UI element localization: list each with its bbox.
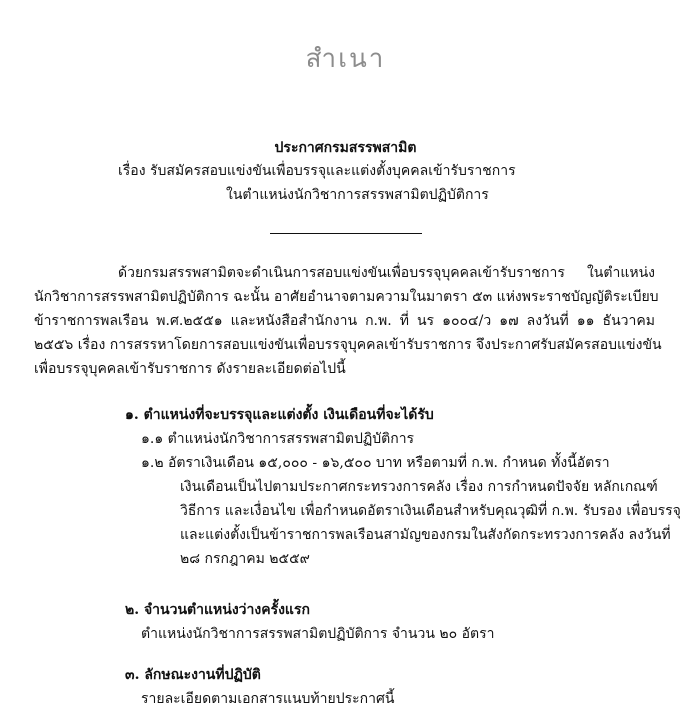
section-body: ตำแหน่งนักวิชาการสรรพสามิตปฏิบัติการ จำนวน ๒๐ อัตรา [141, 626, 495, 642]
section-vacancies [125, 598, 494, 646]
intro-line: ข้าราชการพลเรือน พ.ศ.๒๕๕๑ และหนังสือสำนักงาน ก.พ. ที่ นร ๑๐๐๔/ว ๑๗ ลงวันที่ ๑๑ ธันวาคม [34, 313, 655, 329]
salary-detail-line: เงินเดือนเป็นไปตามประกาศกระทรวงการคลัง เรื่อง การกำหนดปัจจัย หลักเกณฑ์ [180, 479, 658, 495]
heading-divider [270, 233, 422, 234]
sub-item-salary: ๑.๒ อัตราเงินเดือน ๑๕,๐๐๐ - ๑๖,๕๐๐ บาท หรือตามที่ ก.พ. กำหนด ทั้งนี้อัตรา [141, 455, 610, 471]
section-positions [125, 403, 681, 571]
salary-detail-line: และแต่งตั้งเป็นข้าราชการพลเรือนสามัญของกรมในสังกัดกระทรวงการคลัง ลงวันที่ [180, 527, 671, 543]
intro-line: นักวิชาการสรรพสามิตปฏิบัติการ ฉะนั้น อาศัยอำนาจตามความในมาตรา ๕๓ แห่งพระราชบัญญัติระเบียบ [34, 289, 659, 305]
salary-detail-line: วิธีการ และเงื่อนไข เพื่อกำหนดอัตราเงินเดือนสำหรับคุณวุฒิที่ ก.พ. รับรอง เพื่อบรรจุ [180, 503, 681, 519]
intro-line: เพื่อบรรจุบุคคลเข้ารับราชการ ดังรายละเอียดต่อไปนี้ [34, 361, 346, 377]
announcement-title: ประกาศกรมสรรพสามิต [274, 140, 417, 156]
intro-line: ด้วยกรมสรรพสามิตจะดำเนินการสอบแข่งขันเพื่อบรรจุบุคคลเข้ารับราชการ ในตำแหน่ง [118, 265, 655, 281]
copy-watermark: สำเนา [305, 44, 386, 74]
announcement-position: ในตำแหน่งนักวิชาการสรรพสามิตปฏิบัติการ [226, 187, 489, 203]
salary-detail-line: ๒๘ กรกฎาคม ๒๕๕๙ [180, 551, 310, 567]
intro-line: ๒๕๕๖ เรื่อง การสรรหาโดยการสอบแข่งขันเพื่อบรรจุบุคคลเข้ารับราชการ จึงประกาศรับสมัครสอบแข่งขัน [34, 337, 662, 353]
section-title: ๒. จำนวนตำแหน่งว่างครั้งแรก [125, 602, 310, 618]
sub-item-position: ๑.๑ ตำแหน่งนักวิชาการสรรพสามิตปฏิบัติการ [141, 431, 415, 447]
announcement-heading [0, 137, 691, 160]
salary-details [125, 475, 681, 571]
announcement-subject: เรื่อง รับสมัครสอบแข่งขันเพื่อบรรจุและแต่งตั้งบุคคลเข้ารับราชการ [118, 163, 516, 179]
section-body: รายละเอียดตามเอกสารแนบท้ายประกาศนี้ [141, 691, 395, 707]
intro-paragraph [34, 261, 662, 381]
section-job-description [125, 663, 394, 711]
section-title: ๓. ลักษณะงานที่ปฏิบัติ [125, 667, 261, 683]
section-title: ๑. ตำแหน่งที่จะบรรจุและแต่งตั้ง เงินเดือนที่จะได้รับ [125, 407, 434, 423]
